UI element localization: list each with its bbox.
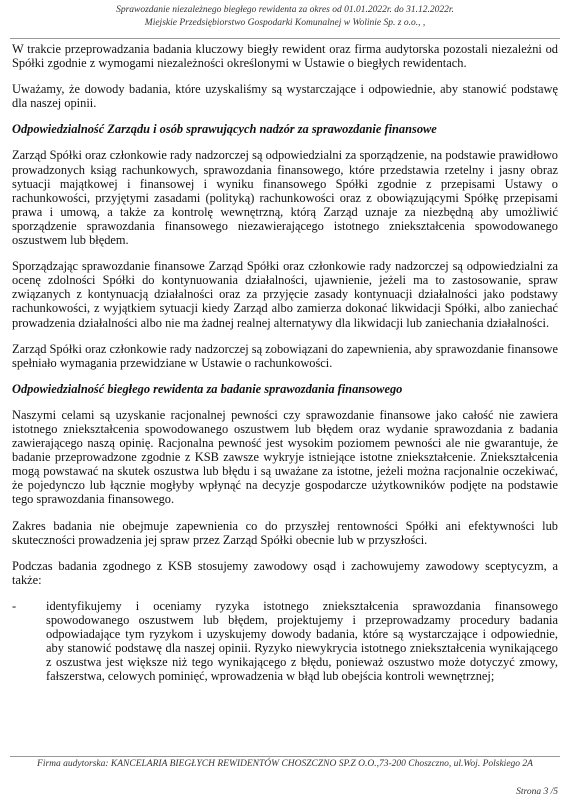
header-divider: [10, 38, 560, 39]
paragraph-compliance: Zarząd Spółki oraz członkowie rady nadzorczej są zobowiązani do zapewnienia, aby sprawozdanie finansowe spełniało wymagania przewidziane w Ustawie o rachunkowości.: [12, 341, 558, 370]
list-item-text: identyfikujemy i oceniamy ryzyka istotnego zniekształcenia sprawozdania finansowego spowodowanego oszustwem lub błędem, projektujemy i przeprowadzamy procedury badania odpowiadające tym ryzykom i uzyskujemy dowody badania, które są wystarczające i odpowiednie, aby stanowić podstawę dla naszej opinii. Ryzyko niewykrycia istotnego zniekształcenia wynikającego z oszustwa jest większe niż tego wynikającego z błędu, ponieważ oszustwo może dotyczyć zmowy, fałszerstwa, celowych pominięć, wprowadzenia w błąd lub obejścia kontroli wewnętrznej;: [46, 598, 558, 684]
section-heading-auditor: Odpowiedzialność biegłego rewidenta za badanie sprawozdania finansowego: [12, 381, 403, 396]
bullet-dash: -: [12, 598, 17, 613]
paragraph-evidence: Uważamy, że dowody badania, które uzyskaliśmy są wystarczające i odpowiednie, aby stanowić podstawę dla naszej opinii.: [12, 82, 558, 111]
paragraph-audit-objectives: Naszymi celami są uzyskanie racjonalnej pewności czy sprawozdanie finansowe jako całość nie zawiera istotnego zniekształcenia spowodowanego oszustwem lub błędem oraz wydanie sprawozdania z badania zawierającego naszą opinię. Racjonalna pewność jest wysokim poziomem pewności ale nie gwarantuje, że badanie przeprowadzone zgodnie z KSB zawsze wykryje istniejące istotne zniekształcenie. Zniekształcenia mogą powstawać na skutek oszustwa lub błędu i są uważane za istotne, jeżeli można racjonalnie oczekiwać, że pojedynczo lub łącznie mogłyby wpłynąć na decyzje gospodarcze użytkowników podjęte na podstawie tego sprawozdania finansowego.: [12, 407, 558, 507]
footer-divider: [10, 756, 560, 757]
page-footer: Firma audytorska: KANCELARIA BIEGŁYCH REWIDENTÓW CHOSZCZNO SP.Z O.O.,73-200 Choszczno, ul.Woj. Polskiego 2A: [37, 759, 533, 769]
page-number: Strona 3 /5: [516, 787, 558, 797]
header-company-name: Miejskie Przedsiębiorstwo Gospodarki Komunalnej w Wolinie Sp. z o.o., ,: [144, 18, 426, 28]
paragraph-professional-judgement: Podczas badania zgodnego z KSB stosujemy zawodowy osąd i zachowujemy zawodowy sceptycyzm, a także:: [12, 558, 558, 587]
paragraph-independence: W trakcie przeprowadzania badania kluczowy biegły rewident oraz firma audytorska pozostali niezależni od Spółki zgodnie z wymogami niezależności określonymi w Ustawie o biegłych rewidentach.: [12, 42, 558, 71]
list-item: [12, 599, 558, 684]
page-body: [12, 42, 558, 695]
page-header: [0, 4, 570, 30]
header-report-title: Sprawozdanie niezależnego biegłego rewidenta za okres od 01.01.2022r. do 31.12.2022r.: [116, 5, 454, 15]
paragraph-management-responsibility: Zarząd Spółki oraz członkowie rady nadzorczej są odpowiedzialni za sporządzenie, na podstawie prawidłowo prowadzonych ksiąg rachunkowych, sprawozdania finansowego, które przedstawia rzetelny i jasny obraz sytuacji majątkowej i finansowej i wyniku finansowego Spółki zgodnie z przepisami Ustawy o rachunkowości, przyjętymi zasadami (polityką) rachunkowości oraz z obowiązującymi Spółkę przepisami prawa i umową, a także za kontrolę wewnętrzną, którą Zarząd uznaje za niezbędną aby umożliwić sporządzenie sprawozdania finansowego niezawierającego istotnego zniekształcenia spowodowanego oszustwem lub błędem.: [12, 148, 558, 248]
paragraph-going-concern: Sporządzając sprawozdanie finansowe Zarząd Spółki oraz członkowie rady nadzorczej są odpowiedzialni za ocenę zdolności Spółki do kontynuowania działalności, ujawnienie, jeżeli ma to zastosowanie, spraw związanych z kontynuacją działalności oraz za przyjęcie zasady kontynuacji działalności jako podstawy rachunkowości, z wyjątkiem sytuacji kiedy Zarząd albo zamierza dokonać likwidacji Spółki, albo zaniechać prowadzenia działalności albo nie ma żadnej realnej alternatywy dla likwidacji lub zaniechania działalności.: [12, 259, 558, 330]
section-heading-management: Odpowiedzialność Zarządu i osób sprawujących nadzór za sprawozdanie finansowe: [12, 122, 437, 137]
paragraph-audit-scope: Zakres badania nie obejmuje zapewnienia co do przyszłej rentowności Spółki ani efektywności lub skuteczności prowadzenia jej spraw przez Zarząd Spółki obecnie lub w przyszłości.: [12, 518, 558, 547]
